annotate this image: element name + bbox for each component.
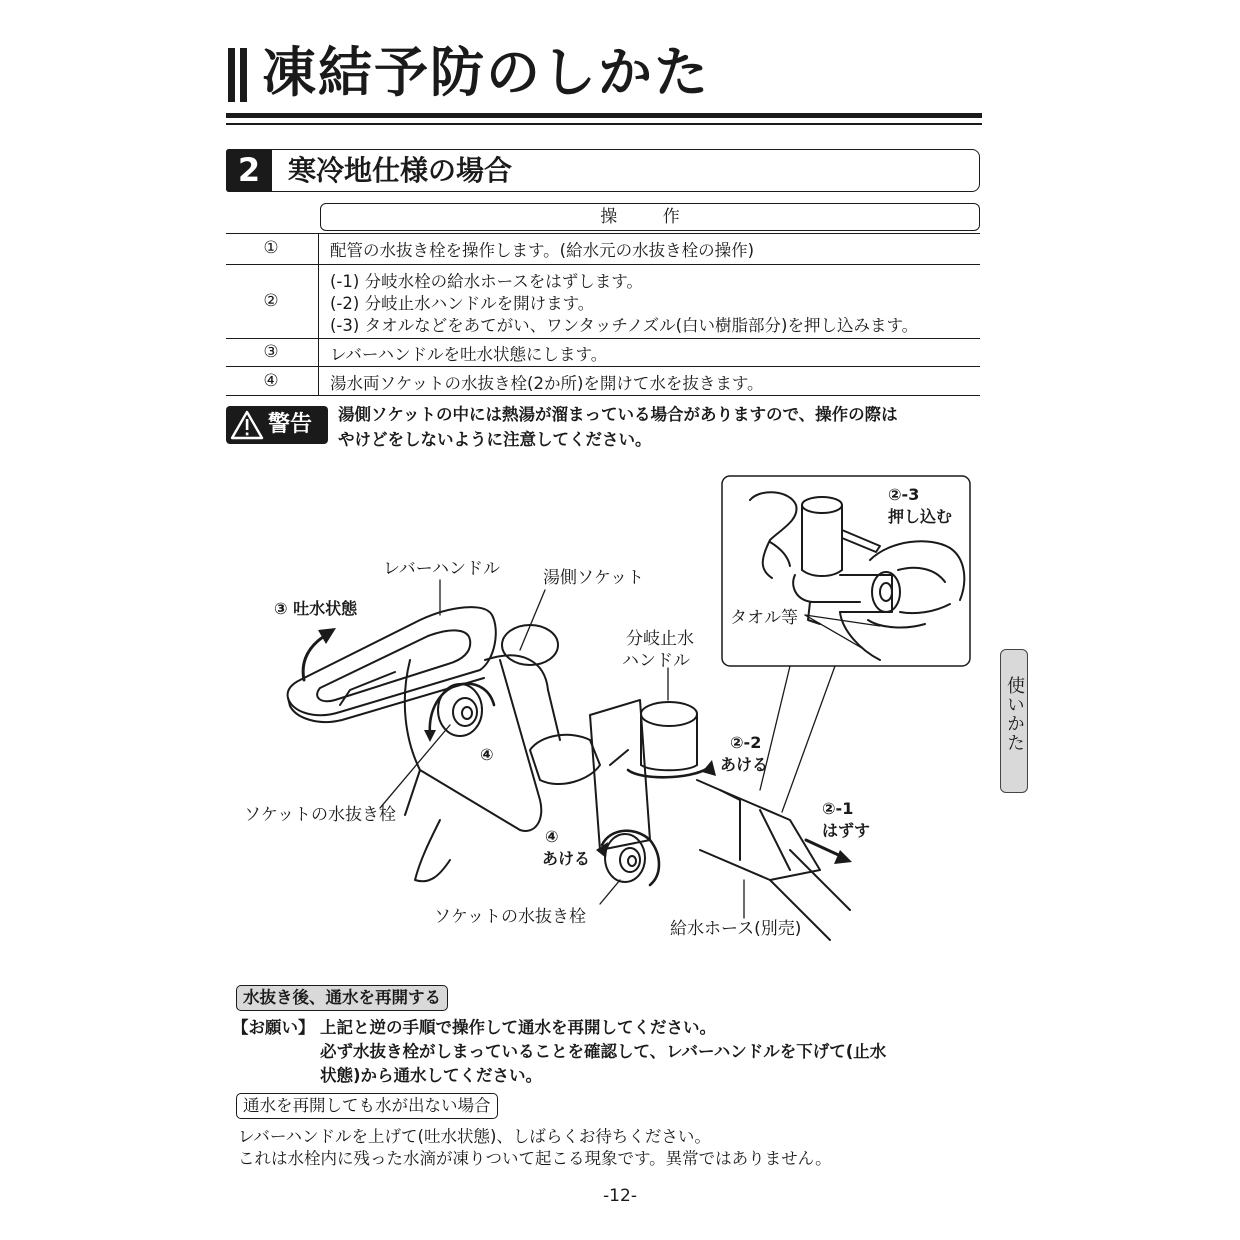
label-lever-handle: レバーハンドル: [383, 559, 500, 579]
page-title: 凍結予防のしかた: [262, 41, 710, 104]
step-text: (-1) 分岐水栓の給水ホースをはずします。: [330, 272, 643, 291]
step-text: (-2) 分岐止水ハンドルを開けます。: [330, 294, 595, 313]
label-step2-2: ②-2: [730, 733, 762, 752]
label-step2-2-action: あける: [720, 755, 769, 774]
label-step4-action: あける: [542, 849, 591, 868]
warning-line: やけどをしないように注意してください。: [338, 430, 652, 449]
request-label: 【お願い】: [232, 1018, 315, 1037]
label-socket-drain: ソケットの水抜き栓: [434, 907, 586, 927]
resume-line: 状態)から通水してください。: [320, 1066, 543, 1085]
label-step3: ③ 吐水状態: [274, 599, 358, 618]
step-text: (-3) タオルなどをあてがい、ワンタッチノズル(白い樹脂部分)を押し込みます。: [330, 316, 919, 335]
step-text: レバーハンドルを吐水状態にします。: [330, 345, 608, 364]
label-step2-3-action: 押し込む: [888, 507, 953, 526]
label-supply-hose: 給水ホース(別売): [670, 919, 802, 939]
no-water-line: これは水栓内に残った水滴が凍りついて起こる現象です。異常ではありません。: [238, 1149, 832, 1168]
step-number: ③: [263, 342, 279, 362]
step-text: 配管の水抜き栓を操作します。(給水元の水抜き栓の操作): [330, 241, 755, 260]
label-step4: ④: [480, 745, 494, 764]
label-step2-1: ②-1: [822, 799, 854, 818]
step-text: 湯水両ソケットの水抜き栓(2か所)を開けて水を抜きます。: [330, 374, 764, 393]
label-branch-stop: ハンドル: [622, 651, 690, 671]
label-socket-drain: ソケットの水抜き栓: [244, 805, 396, 825]
label-step2-1-action: はずす: [822, 821, 871, 840]
resume-heading: 水抜き後、通水を再開する: [236, 985, 448, 1011]
label-step4: ④: [545, 827, 559, 846]
page-number: -12-: [603, 1186, 637, 1206]
section-title: 寒冷地仕様の場合: [288, 154, 513, 187]
resume-line: 上記と逆の手順で操作して通水を再開してください。: [320, 1018, 716, 1037]
label-towel: タオル等: [730, 608, 798, 628]
step-number: ④: [263, 371, 279, 391]
warning-label: 警告: [268, 412, 313, 437]
section-number: 2: [226, 149, 272, 192]
no-water-heading: 通水を再開しても水が出ない場合: [236, 1093, 498, 1119]
table-header: 操 作: [320, 203, 980, 231]
side-tab-label: 使いかた: [1004, 676, 1025, 752]
label-branch-stop: 分岐止水: [626, 629, 694, 649]
step-number: ②: [263, 291, 279, 311]
label-hot-socket: 湯側ソケット: [543, 568, 644, 588]
label-step2-3: ②-3: [888, 485, 920, 504]
step-number: ①: [263, 238, 279, 258]
warning-line: 湯側ソケットの中には熱湯が溜まっている場合がありますので、操作の際は: [338, 405, 898, 424]
resume-line: 必ず水抜き栓がしまっていることを確認して、レバーハンドルを下げて(止水: [320, 1042, 887, 1061]
no-water-line: レバーハンドルを上げて(吐水状態)、しばらくお待ちください。: [238, 1127, 711, 1146]
